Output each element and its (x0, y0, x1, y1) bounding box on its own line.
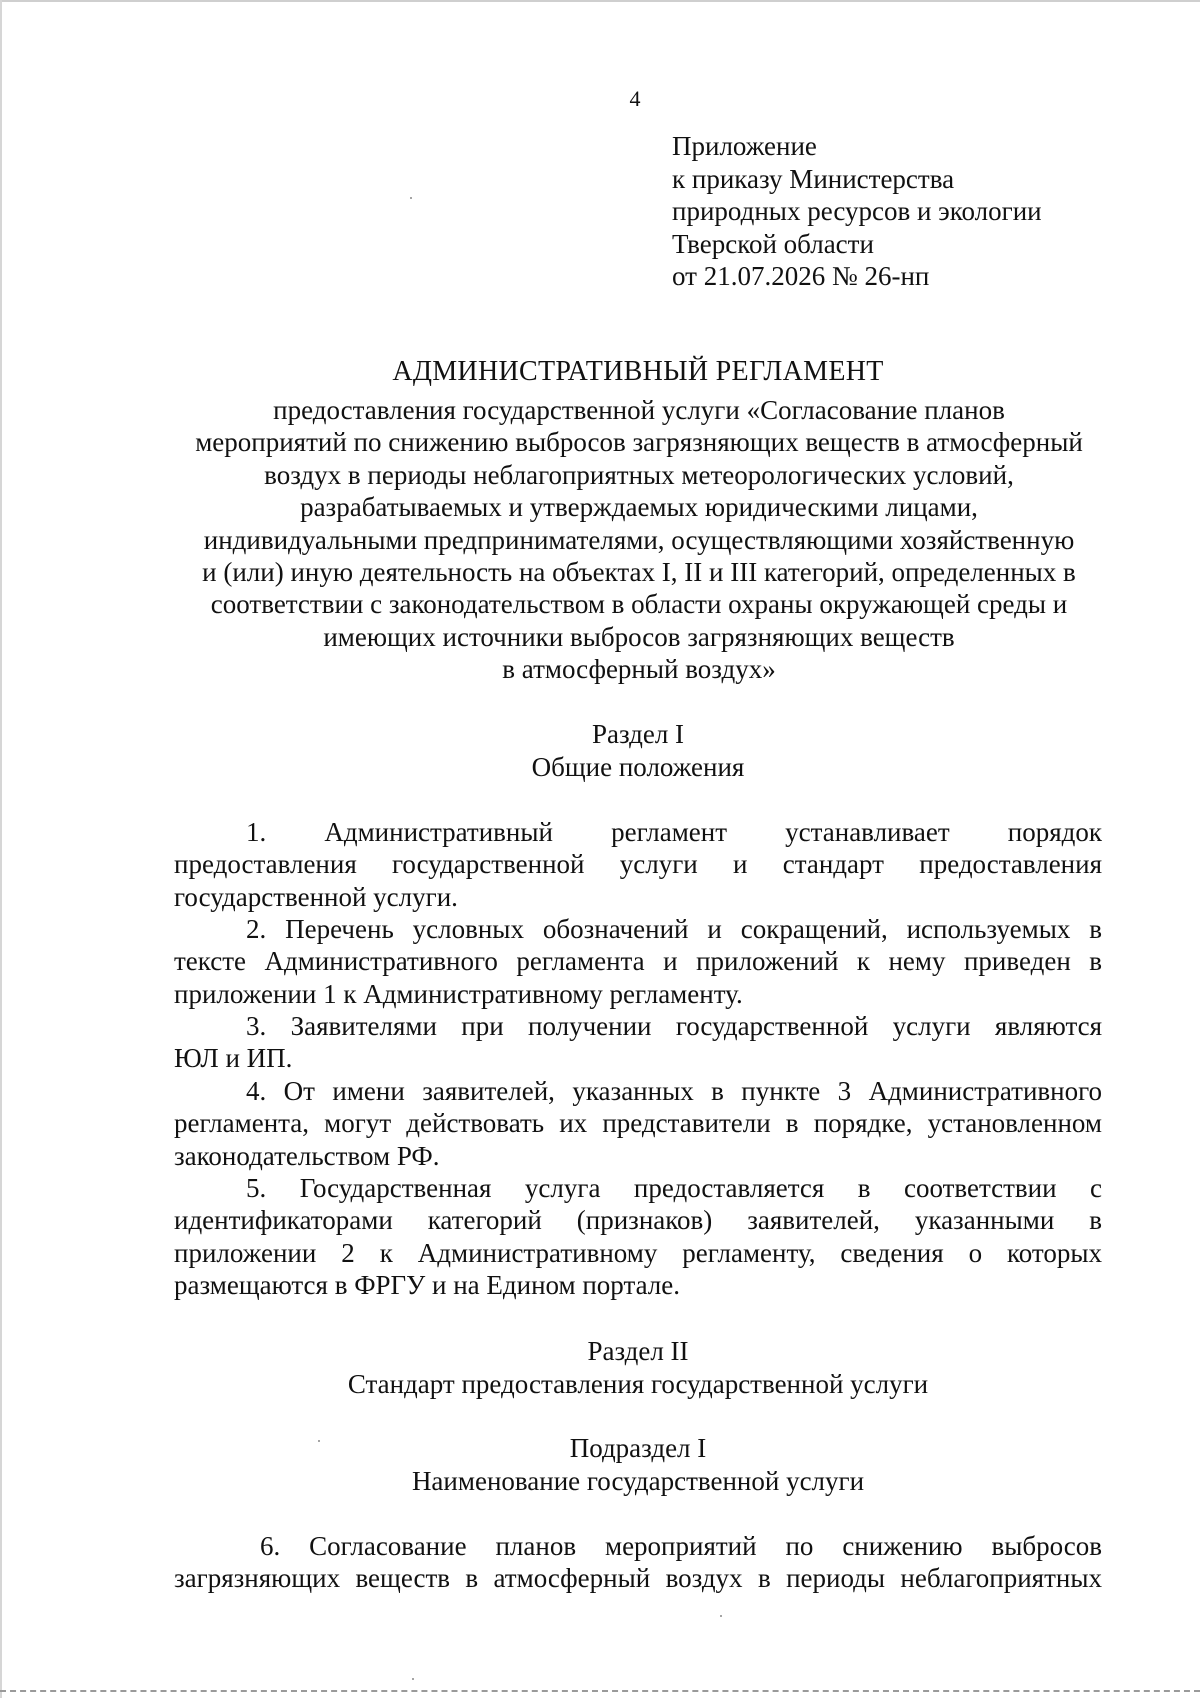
paragraph-line: идентификаторами категорий (признаков) заявителей, указанными в (174, 1205, 1102, 1236)
scan-edge-bottom (0, 1690, 1200, 1694)
paragraph-2 (174, 913, 1102, 1010)
paragraph-line: предоставления государственной услуги и стандарт предоставления (174, 849, 1102, 880)
subtitle-line: предоставления государственной услуги «Согласование планов (273, 395, 1005, 425)
subtitle-line: мероприятий по снижению выбросов загрязняющих веществ в атмосферный (195, 427, 1083, 458)
paragraph-line: ЮЛ и ИП. (174, 1043, 293, 1074)
paragraph-line: 3. Заявителями при получении государственной услуги являются (246, 1011, 1102, 1041)
scan-speck (410, 197, 412, 199)
document-title: АДМИНИСТРАТИВНЫЙ РЕГЛАМЕНТ (392, 356, 884, 387)
appendix-line: природных ресурсов и экологии (672, 196, 1042, 226)
section-name: Стандарт предоставления государственной услуги (347, 1368, 929, 1399)
appendix-line: Приложение (672, 131, 817, 161)
appendix-line: Тверской области (672, 228, 874, 259)
appendix-header (672, 130, 1042, 293)
subtitle-line: имеющих источники выбросов загрязняющих веществ (323, 621, 955, 652)
paragraph-line: тексте Административного регламента и приложений к нему приведен в (174, 946, 1102, 977)
appendix-line: к приказу Министерства (672, 163, 955, 194)
paragraph-line: 5. Государственная услуга предоставляется в соответствии с (246, 1173, 1102, 1203)
paragraph-6 (174, 1530, 1102, 1595)
paragraph-1 (174, 816, 1102, 913)
paragraph-line: размещаются в ФРГУ и на Едином портале. (174, 1269, 681, 1300)
scan-speck (412, 1678, 414, 1680)
paragraph-line: законодательством РФ. (174, 1140, 440, 1171)
section-label: Раздел II (587, 1336, 689, 1366)
subsection-name: Наименование государственной услуги (411, 1465, 865, 1496)
paragraph-line: 6. Согласование планов мероприятий по снижению выбросов (260, 1531, 1102, 1561)
scan-speck (318, 1440, 320, 1442)
paragraph-line: 1. Административный регламент устанавливает порядок (246, 817, 1102, 847)
paragraph-line: 2. Перечень условных обозначений и сокращений, используемых в (246, 914, 1102, 944)
appendix-line: от 21.07.2026 № 26-нп (672, 261, 930, 291)
section-label: Раздел I (591, 719, 685, 749)
subsection-1-heading (0, 1432, 1200, 1497)
section-2-heading (0, 1335, 1200, 1400)
paragraph-line: регламента, могут действовать их представители в порядке, установленном (174, 1108, 1102, 1139)
paragraph-line: загрязняющих веществ в атмосферный воздух в периоды неблагоприятных (174, 1563, 1102, 1594)
paragraph-line: 4. От имени заявителей, указанных в пункте 3 Административного (246, 1076, 1102, 1106)
paragraph-line: государственной услуги. (174, 881, 458, 912)
paragraph-line: приложении 2 к Административному регламенту, сведения о которых (174, 1237, 1102, 1268)
subtitle-line: разрабатываемых и утверждаемых юридическими лицами, (300, 492, 978, 523)
subtitle-line: воздух в периоды неблагоприятных метеорологических условий, (264, 459, 1014, 490)
scan-edge-top (0, 0, 1200, 2)
paragraph-line: приложении 1 к Административному регламенту. (174, 978, 743, 1009)
subtitle-line: соответствии с законодательством в области охраны окружающей среды и (210, 589, 1068, 620)
paragraph-3 (174, 1010, 1102, 1075)
paragraph-4 (174, 1075, 1102, 1172)
document-subtitle (174, 394, 1104, 686)
subtitle-line: в атмосферный воздух» (502, 654, 776, 685)
page-number: 4 (629, 86, 641, 111)
subtitle-line: и (или) иную деятельность на объектах I, II и III категорий, определенных в (202, 557, 1076, 588)
subsection-label: Подраздел I (569, 1433, 707, 1463)
scan-speck (720, 1615, 722, 1617)
paragraph-5 (174, 1172, 1102, 1301)
section-1-heading (0, 718, 1200, 783)
section-name: Общие положения (531, 751, 745, 782)
subtitle-line: индивидуальными предпринимателями, осуществляющими хозяйственную (203, 524, 1075, 555)
